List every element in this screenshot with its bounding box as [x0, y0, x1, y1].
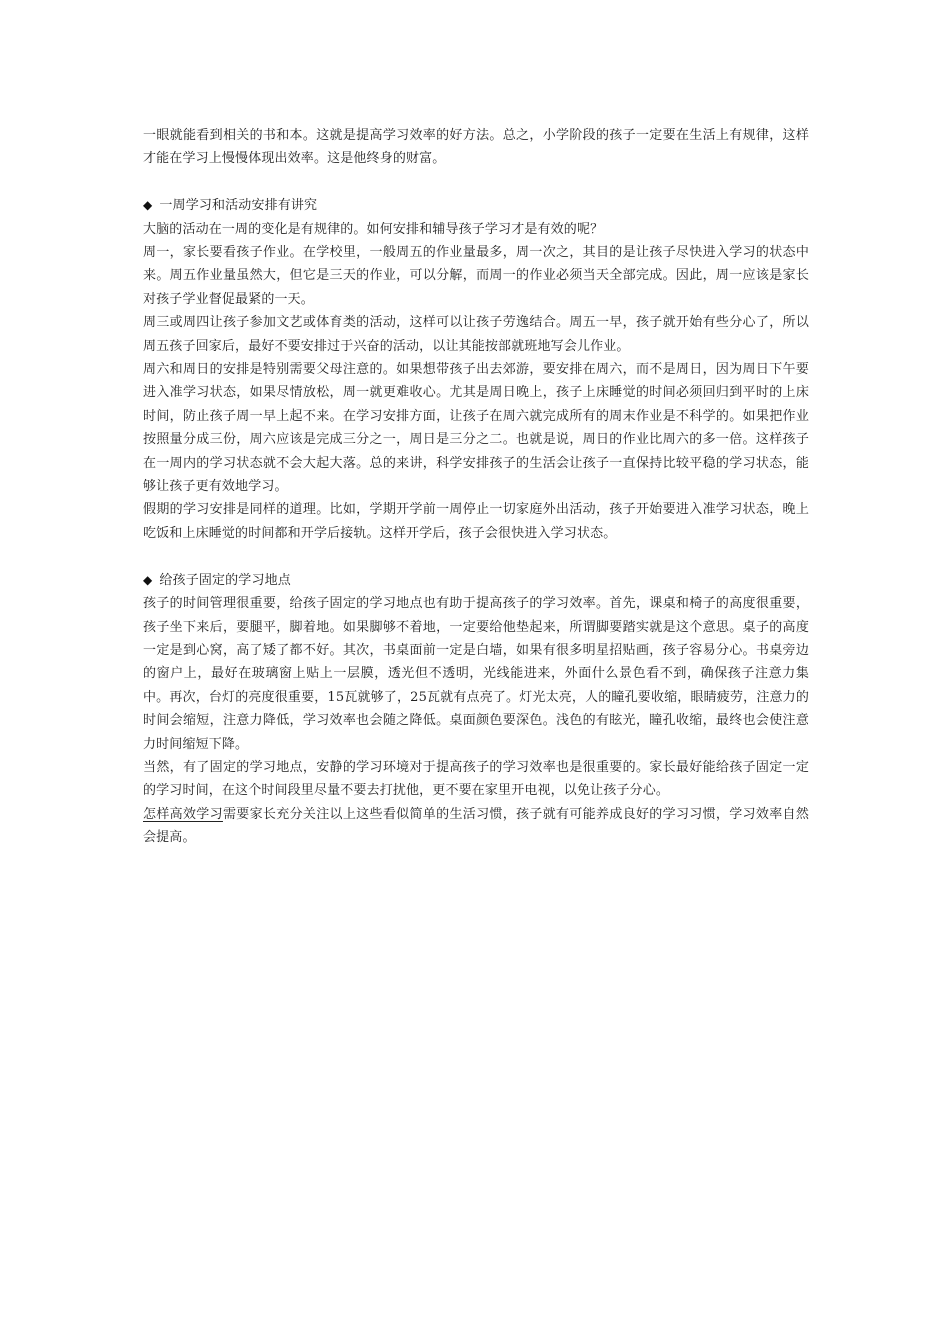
paragraph: 大脑的活动在一周的变化是有规律的。如何安排和辅导孩子学习才是有效的呢？ [143, 221, 604, 237]
diamond-bullet-icon: ◆ [143, 572, 153, 587]
section-heading-study-place [143, 569, 809, 592]
diamond-bullet-icon: ◆ [143, 198, 153, 213]
closing-text: 需要家长充分关注以上这些看似简单的生活习惯，孩子就有可能养成良好的学习习惯，学习效率自然会提高。 [143, 806, 809, 846]
document-body [143, 124, 809, 850]
spacer [143, 545, 809, 568]
intro-paragraph: 一眼就能看到相关的书和本。这就是提高学习效率的好方法。总之，小学阶段的孩子一定要在生活上有规律，这样才能在学习上慢慢体现出效率。这是他终身的财富。 [143, 128, 809, 167]
paragraph: 周一，家长要看孩子作业。在学校里，一般周五的作业量最多，周一次之，其目的是让孩子尽快进入学习的状态中来。周五作业量虽然大，但它是三天的作业，可以分解，而周一的作业必须当天全部完成。因此，周一应该是家长对孩子学业督促最紧的一天。 [143, 245, 809, 307]
paragraph: 假期的学习安排是同样的道理。比如，学期开学前一周停止一切家庭外出活动，孩子开始要进入准学习状态，晚上吃饭和上床睡觉的时间都和开学后接轨。这样开学后，孩子会很快进入学习状态。 [143, 502, 809, 541]
section-title: 给孩子固定的学习地点 [159, 572, 291, 588]
section-title: 一周学习和活动安排有讲究 [159, 198, 318, 214]
spacer [143, 171, 809, 194]
paragraph: 周六和周日的安排是特别需要父母注意的。如果想带孩子出去郊游，要安排在周六，而不是周日，因为周日下午要进入准学习状态，如果尽情放松，周一就更难收心。尤其是周日晚上，孩子上床睡觉的时间必须回归到平时的上床时间，防止孩子周一早上起不来。在学习安排方面，让孩子在周六就完成所有的周末作业是不科学的。如果把作业按照量分成三份，周六应该是完成三分之一，周日是三分之二。也就是说，周日的作业比周六的多一倍。这样孩子在一周内的学习状态就不会大起大落。总的来讲，科学安排孩子的生活会让孩子一直保持比较平稳的学习状态，能够让孩子更有效地学习。 [143, 362, 809, 495]
paragraph: 周三或周四让孩子参加文艺或体育类的活动，这样可以让孩子劳逸结合。周五一早，孩子就开始有些分心了，所以周五孩子回家后，最好不要安排过于兴奋的活动，以让其能按部就班地写会儿作业。 [143, 315, 809, 354]
efficient-study-link[interactable]: 怎样高效学习 [143, 806, 223, 822]
paragraph: 当然，有了固定的学习地点，安静的学习环境对于提高孩子的学习效率也是很重要的。家长最好能给孩子固定一定的学习时间，在这个时间段里尽量不要去打扰他，更不要在家里开电视，以免让孩子分心。 [143, 759, 809, 799]
paragraph: 孩子的时间管理很重要，给孩子固定的学习地点也有助于提高孩子的学习效率。首先，课桌和椅子的高度很重要，孩子坐下来后，要腿平，脚着地。如果脚够不着地，一定要给他垫起来，所谓脚要踏实就是这个意思。桌子的高度一定是到心窝，高了矮了都不好。其次，书桌面前一定是白墙，如果有很多明星招贴画，孩子容易分心。书桌旁边的窗户上，最好在玻璃窗上贴上一层膜，透光但不透明，光线能进来，外面什么景色看不到，确保孩子注意力集中。再次，台灯的亮度很重要，15瓦就够了，25瓦就有点亮了。灯光太亮，人的瞳孔要收缩，眼睛疲劳，注意力的时间会缩短，注意力降低，学习效率也会随之降低。桌面颜色要深色。浅色的有眩光，瞳孔收缩，最终也会使注意力时间缩短下降。 [143, 596, 809, 752]
section-heading-weekly-schedule [143, 194, 809, 217]
closing-paragraph [143, 803, 809, 850]
